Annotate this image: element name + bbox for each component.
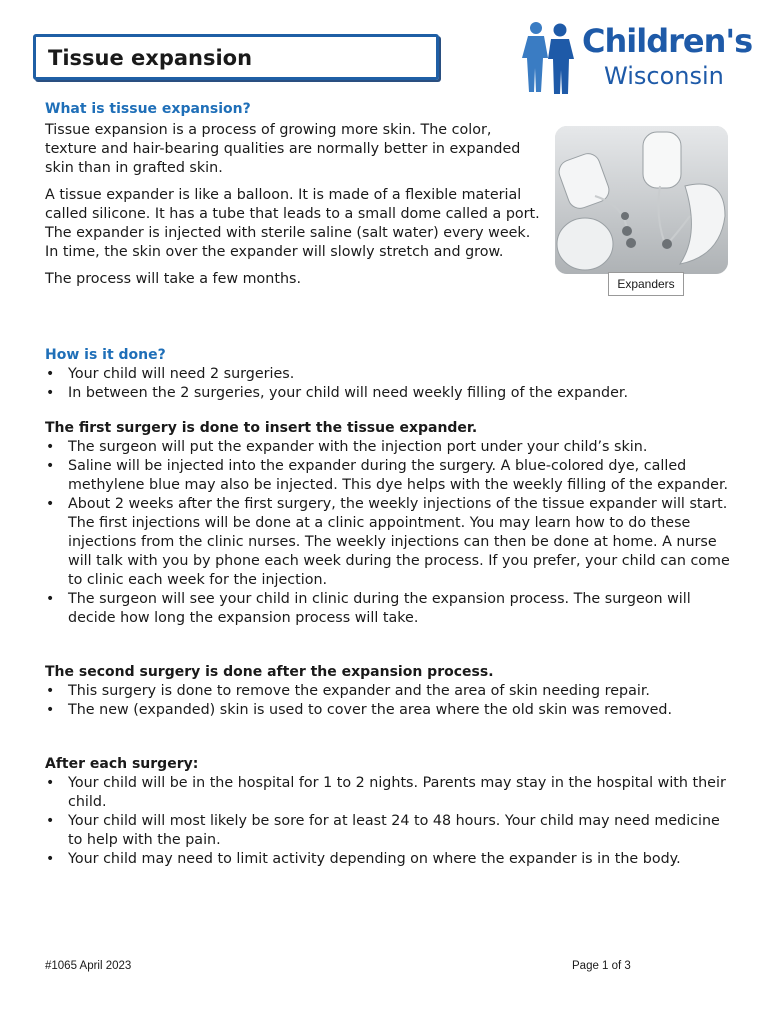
expanders-image xyxy=(555,126,728,274)
page-title: Tissue expansion xyxy=(48,46,253,70)
children-silhouette-icon xyxy=(522,20,582,94)
list-item: • Your child will be in the hospital for 1 to 2 nights. Parents may stay in the hospital with their child. xyxy=(45,774,730,812)
expanders-photo xyxy=(555,126,728,274)
list-item: • The new (expanded) skin is used to cover the area where the old skin was removed. xyxy=(45,701,730,720)
paragraph: The process will take a few months. xyxy=(45,271,302,287)
list-item: • About 2 weeks after the first surgery, the weekly injections of the tissue expander will start. The first injections will be done at a clinic appointment. You may learn how to do these injections from the clinic nurses. The weekly injections can then be done at home. A nurse will talk with you by phone each week during the process. If you prefer, your child can come to clinic each week for the injection. xyxy=(45,495,730,590)
list-item: • In between the 2 surgeries, your child will need weekly filling of the expander. xyxy=(45,384,730,403)
paragraph: Tissue expansion is a process of growing more skin. The color, texture and hair-bearing qualities are normally better in expanded skin than in grafted skin. xyxy=(45,122,521,176)
section-heading: After each surgery: xyxy=(45,756,199,772)
logo-line2: Wisconsin xyxy=(604,62,724,90)
section-heading: The first surgery is done to insert the tissue expander. xyxy=(45,420,478,436)
footer-doc-id: #1065 April 2023 xyxy=(45,960,132,972)
section-heading: The second surgery is done after the expansion process. xyxy=(45,664,494,680)
photo-caption: Expanders xyxy=(608,272,684,296)
list-item: • Your child will most likely be sore for at least 24 to 48 hours. Your child may need medicine to help with the pain. xyxy=(45,812,730,850)
section-how xyxy=(45,346,730,403)
section-first-surgery xyxy=(45,419,730,628)
list-item: • The surgeon will see your child in clinic during the expansion process. The surgeon will decide how long the expansion process will take. xyxy=(45,590,730,628)
title-box xyxy=(33,34,439,80)
list-item: • Your child will need 2 surgeries. xyxy=(45,365,730,384)
section-heading: How is it done? xyxy=(45,347,166,363)
list-item: • Your child may need to limit activity depending on where the expander is in the body. xyxy=(45,850,730,869)
list-item: • The surgeon will put the expander with the injection port under your child’s skin. xyxy=(45,438,730,457)
paragraph: A tissue expander is like a balloon. It is made of a flexible material called silicone. It has a tube that leads to a small dome called a port. The expander is injected with sterile saline (salt water) every week. In time, the skin over the expander will slowly stretch and grow. xyxy=(45,187,540,260)
list-item: • This surgery is done to remove the expander and the area of skin needing repair. xyxy=(45,682,730,701)
section-second-surgery xyxy=(45,663,730,720)
childrens-wisconsin-logo xyxy=(522,20,753,94)
section-what-is xyxy=(45,100,540,289)
logo-line1: Children's xyxy=(582,22,753,60)
list-item: • Saline will be injected into the expander during the surgery. A blue-colored dye, called methylene blue may also be injected. This dye helps with the weekly filling of the expander. xyxy=(45,457,730,495)
section-after-surgery xyxy=(45,755,730,869)
footer-page-number: Page 1 of 3 xyxy=(572,960,631,972)
section-heading: What is tissue expansion? xyxy=(45,101,251,117)
